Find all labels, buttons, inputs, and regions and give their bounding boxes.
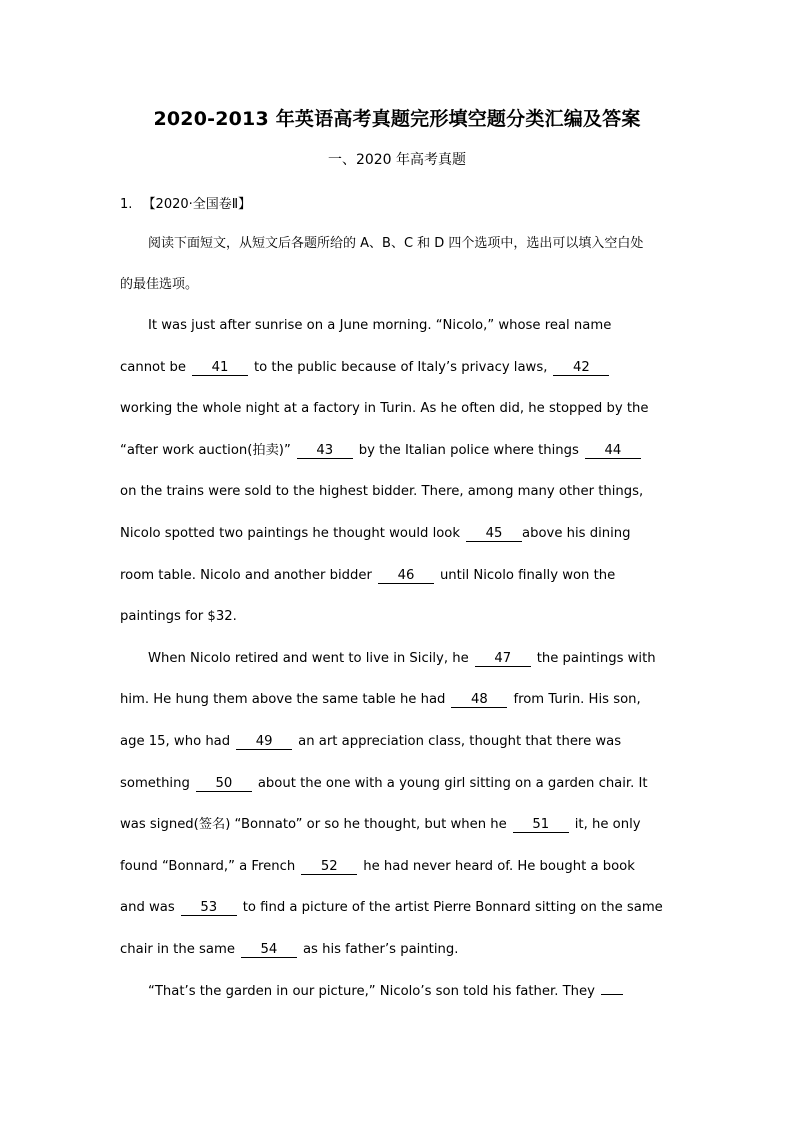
blank-44: 44 [585,443,641,459]
blank-42: 42 [553,360,609,376]
passage-line [120,567,615,585]
passage-line [148,983,629,1001]
blank-50: 50 [196,776,252,792]
passage-text: above his dining [522,526,631,541]
passage-line [120,816,641,834]
question-number: 1. [120,197,133,212]
passage-text: When Nicolo retired and went to live in Sicily, he [148,651,469,666]
blank-41: 41 [192,360,248,376]
question-source: 【2020·全国卷Ⅱ】 [142,197,252,212]
passage-text: age 15, who had [120,734,231,749]
passage-text: chair in the same [120,942,235,957]
passage-text: something [120,776,190,791]
instruction-line: 的最佳选项。 [120,277,199,292]
passage-text: was signed(签名) “Bonnato” or so he thought, but when he [120,817,507,832]
passage-text: to the public because of Italy’s privacy laws, [253,360,548,375]
passage-text: him. He hung them above the same table he had [120,692,446,707]
passage-line [120,775,648,793]
passage-text: it, he only [574,817,641,832]
passage-text: cannot be [120,360,186,375]
passage-line: on the trains were sold to the highest bidder. There, among many other things, [120,484,644,499]
passage-text: the paintings with [536,651,656,666]
passage-text: he had never heard of. He bought a book [363,859,635,874]
blank-54: 54 [241,942,297,958]
passage-text: from Turin. His son, [513,692,641,707]
blank-48: 48 [451,692,507,708]
blank-53: 53 [181,900,237,916]
blank-55 [601,994,623,995]
blank-52: 52 [301,859,357,875]
passage-text: to find a picture of the artist Pierre Bonnard sitting on the same [242,900,663,915]
passage-line: It was just after sunrise on a June morning. “Nicolo,” whose real name [148,318,612,333]
blank-46: 46 [378,568,434,584]
question-header [120,193,251,212]
passage-text: about the one with a young girl sitting on a garden chair. It [257,776,648,791]
passage-line: working the whole night at a factory in Turin. As he often did, he stopped by the [120,401,649,416]
passage-line [120,733,621,751]
passage-text: and was [120,900,175,915]
passage-text: until Nicolo finally won the [439,568,616,583]
blank-45: 45 [466,526,522,542]
section-heading: 一、2020 年高考真题 [327,152,467,168]
passage-text: as his father’s painting. [302,942,459,957]
passage-line: paintings for $32. [120,609,237,624]
passage-line [120,359,615,377]
passage-line [120,858,635,876]
document-title: 2020-2013 年英语高考真题完形填空题分类汇编及答案 [153,108,641,130]
instruction-line: 阅读下面短文，从短文后各题所给的 A、B、C 和 D 四个选项中，选出可以填入空白处 [148,236,644,251]
blank-51: 51 [513,817,569,833]
passage-line [148,650,656,668]
passage-line [120,899,663,917]
passage-line [120,941,458,959]
passage-text: “after work auction(拍卖)” [120,443,291,458]
passage-text: “That’s the garden in our picture,” Nicolo’s son told his father. They [148,984,595,999]
passage-text: Nicolo spotted two paintings he thought would look [120,526,461,541]
passage-text: by the Italian police where things [358,443,579,458]
blank-43: 43 [297,443,353,459]
passage-line [120,525,631,543]
passage-text: an art appreciation class, thought that there was [298,734,622,749]
passage-line [120,691,641,709]
blank-49: 49 [236,734,292,750]
passage-line [120,442,647,460]
passage-text: room table. Nicolo and another bidder [120,568,372,583]
passage-text: found “Bonnard,” a French [120,859,296,874]
blank-47: 47 [475,651,531,667]
